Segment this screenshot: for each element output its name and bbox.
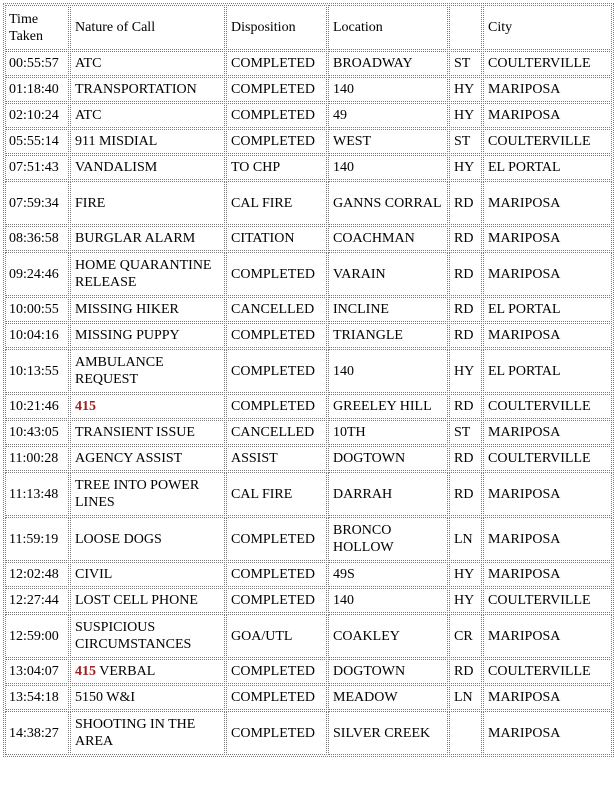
- time-taken-cell: 10:04:16: [5, 323, 69, 348]
- location-cell: 49: [328, 103, 448, 128]
- header-city: City: [483, 5, 612, 50]
- street-type-cell: RD: [449, 394, 482, 419]
- time-taken-cell: 10:43:05: [5, 420, 69, 445]
- street-type-cell: ST: [449, 420, 482, 445]
- time-taken-cell: 11:13:48: [5, 472, 69, 516]
- location-cell: SILVER CREEK: [328, 711, 448, 755]
- street-type-cell: HY: [449, 155, 482, 180]
- location-cell: 140: [328, 349, 448, 393]
- nature-of-call-cell: TRANSPORTATION: [70, 77, 225, 102]
- time-taken-cell: 10:21:46: [5, 394, 69, 419]
- street-type-cell: RD: [449, 472, 482, 516]
- city-cell: MARIPOSA: [483, 77, 612, 102]
- table-row: [5, 77, 612, 102]
- street-type-cell: CR: [449, 614, 482, 658]
- disposition-cell: COMPLETED: [226, 685, 327, 710]
- disposition-cell: CANCELLED: [226, 297, 327, 322]
- disposition-cell: CAL FIRE: [226, 472, 327, 516]
- nature-of-call-cell: 415 VERBAL: [70, 659, 225, 684]
- time-taken-cell: 07:59:34: [5, 181, 69, 225]
- time-taken-cell: 07:51:43: [5, 155, 69, 180]
- table-row: [5, 394, 612, 419]
- table-row: [5, 711, 612, 755]
- time-taken-cell: 02:10:24: [5, 103, 69, 128]
- disposition-cell: COMPLETED: [226, 129, 327, 154]
- disposition-cell: COMPLETED: [226, 711, 327, 755]
- street-type-cell: RD: [449, 252, 482, 296]
- location-cell: DOGTOWN: [328, 659, 448, 684]
- time-taken-cell: 14:38:27: [5, 711, 69, 755]
- table-row: [5, 252, 612, 296]
- time-taken-cell: 05:55:14: [5, 129, 69, 154]
- street-type-cell: LN: [449, 517, 482, 561]
- table-row: [5, 588, 612, 613]
- location-cell: 140: [328, 155, 448, 180]
- location-cell: GREELEY HILL: [328, 394, 448, 419]
- city-cell: MARIPOSA: [483, 420, 612, 445]
- city-cell: MARIPOSA: [483, 472, 612, 516]
- nature-of-call-cell: HOME QUARANTINE RELEASE: [70, 252, 225, 296]
- disposition-cell: CANCELLED: [226, 420, 327, 445]
- city-cell: MARIPOSA: [483, 562, 612, 587]
- nature-of-call-cell: 911 MISDIAL: [70, 129, 225, 154]
- disposition-cell: COMPLETED: [226, 562, 327, 587]
- table-row: [5, 349, 612, 393]
- street-type-cell: RD: [449, 446, 482, 471]
- call-code-highlight: 415: [75, 664, 96, 679]
- city-cell: COULTERVILLE: [483, 588, 612, 613]
- city-cell: MARIPOSA: [483, 226, 612, 251]
- street-type-cell: HY: [449, 103, 482, 128]
- location-cell: DOGTOWN: [328, 446, 448, 471]
- disposition-cell: ASSIST: [226, 446, 327, 471]
- nature-of-call-cell: AMBULANCE REQUEST: [70, 349, 225, 393]
- disposition-cell: COMPLETED: [226, 77, 327, 102]
- time-taken-cell: 10:13:55: [5, 349, 69, 393]
- city-cell: COULTERVILLE: [483, 51, 612, 76]
- city-cell: MARIPOSA: [483, 614, 612, 658]
- city-cell: EL PORTAL: [483, 155, 612, 180]
- street-type-cell: HY: [449, 588, 482, 613]
- table-row: [5, 614, 612, 658]
- table-row: [5, 323, 612, 348]
- street-type-cell: RD: [449, 181, 482, 225]
- location-cell: 49S: [328, 562, 448, 587]
- disposition-cell: COMPLETED: [226, 659, 327, 684]
- street-type-cell: HY: [449, 77, 482, 102]
- location-cell: BROADWAY: [328, 51, 448, 76]
- city-cell: MARIPOSA: [483, 711, 612, 755]
- time-taken-cell: 01:18:40: [5, 77, 69, 102]
- nature-of-call-cell: AGENCY ASSIST: [70, 446, 225, 471]
- city-cell: COULTERVILLE: [483, 446, 612, 471]
- location-cell: 140: [328, 77, 448, 102]
- disposition-cell: COMPLETED: [226, 394, 327, 419]
- time-taken-cell: 13:54:18: [5, 685, 69, 710]
- call-log-table: [3, 3, 614, 757]
- nature-of-call-cell: [70, 394, 225, 419]
- city-cell: COULTERVILLE: [483, 394, 612, 419]
- street-type-cell: HY: [449, 349, 482, 393]
- location-cell: GANNS CORRAL: [328, 181, 448, 225]
- nature-of-call-cell: MISSING HIKER: [70, 297, 225, 322]
- city-cell: EL PORTAL: [483, 297, 612, 322]
- time-taken-cell: 12:02:48: [5, 562, 69, 587]
- nature-of-call-cell: ATC: [70, 51, 225, 76]
- table-row: [5, 685, 612, 710]
- time-taken-cell: 13:04:07: [5, 659, 69, 684]
- location-cell: 140: [328, 588, 448, 613]
- disposition-cell: TO CHP: [226, 155, 327, 180]
- table-row: [5, 659, 612, 684]
- nature-of-call-cell: ATC: [70, 103, 225, 128]
- call-code-highlight: 415: [75, 399, 96, 414]
- disposition-cell: COMPLETED: [226, 323, 327, 348]
- city-cell: COULTERVILLE: [483, 129, 612, 154]
- location-cell: WEST: [328, 129, 448, 154]
- nature-of-call-cell: BURGLAR ALARM: [70, 226, 225, 251]
- disposition-cell: COMPLETED: [226, 103, 327, 128]
- table-row: [5, 420, 612, 445]
- table-row: [5, 446, 612, 471]
- nature-of-call-cell: LOST CELL PHONE: [70, 588, 225, 613]
- nature-of-call-cell: SHOOTING IN THE AREA: [70, 711, 225, 755]
- city-cell: MARIPOSA: [483, 323, 612, 348]
- table-row: [5, 517, 612, 561]
- nature-of-call-cell: CIVIL: [70, 562, 225, 587]
- nature-of-call-cell: MISSING PUPPY: [70, 323, 225, 348]
- street-type-cell: RD: [449, 226, 482, 251]
- table-row: [5, 562, 612, 587]
- header-row: [5, 5, 612, 50]
- street-type-cell: HY: [449, 562, 482, 587]
- header-time-taken: Time Taken: [5, 5, 69, 50]
- time-taken-cell: 00:55:57: [5, 51, 69, 76]
- time-taken-cell: 12:59:00: [5, 614, 69, 658]
- disposition-cell: CAL FIRE: [226, 181, 327, 225]
- nature-of-call-cell: TRANSIENT ISSUE: [70, 420, 225, 445]
- location-cell: 10TH: [328, 420, 448, 445]
- time-taken-cell: 09:24:46: [5, 252, 69, 296]
- location-cell: TRIANGLE: [328, 323, 448, 348]
- city-cell: MARIPOSA: [483, 685, 612, 710]
- time-taken-cell: 08:36:58: [5, 226, 69, 251]
- street-type-cell: RD: [449, 297, 482, 322]
- table-row: [5, 181, 612, 225]
- nature-of-call-cell: TREE INTO POWER LINES: [70, 472, 225, 516]
- table-row: [5, 226, 612, 251]
- nature-of-call-cell: SUSPICIOUS CIRCUMSTANCES: [70, 614, 225, 658]
- street-type-cell: [449, 711, 482, 755]
- nature-of-call-cell: FIRE: [70, 181, 225, 225]
- street-type-cell: ST: [449, 129, 482, 154]
- header-location: Location: [328, 5, 448, 50]
- time-taken-cell: 12:27:44: [5, 588, 69, 613]
- disposition-cell: CITATION: [226, 226, 327, 251]
- street-type-cell: RD: [449, 659, 482, 684]
- disposition-cell: COMPLETED: [226, 588, 327, 613]
- header-nature-of-call: Nature of Call: [70, 5, 225, 50]
- location-cell: COAKLEY: [328, 614, 448, 658]
- table-row: [5, 103, 612, 128]
- time-taken-cell: 10:00:55: [5, 297, 69, 322]
- city-cell: MARIPOSA: [483, 252, 612, 296]
- nature-of-call-cell: 5150 W&I: [70, 685, 225, 710]
- location-cell: MEADOW: [328, 685, 448, 710]
- street-type-cell: ST: [449, 51, 482, 76]
- header-street-type: [449, 5, 482, 50]
- table-row: [5, 129, 612, 154]
- table-row: [5, 297, 612, 322]
- location-cell: COACHMAN: [328, 226, 448, 251]
- disposition-cell: GOA/UTL: [226, 614, 327, 658]
- call-log-body: [5, 5, 612, 755]
- disposition-cell: COMPLETED: [226, 252, 327, 296]
- table-row: [5, 472, 612, 516]
- disposition-cell: COMPLETED: [226, 51, 327, 76]
- header-disposition: Disposition: [226, 5, 327, 50]
- nature-of-call-cell: VANDALISM: [70, 155, 225, 180]
- city-cell: MARIPOSA: [483, 517, 612, 561]
- city-cell: EL PORTAL: [483, 349, 612, 393]
- location-cell: BRONCO HOLLOW: [328, 517, 448, 561]
- nature-of-call-cell: LOOSE DOGS: [70, 517, 225, 561]
- city-cell: MARIPOSA: [483, 181, 612, 225]
- table-row: [5, 51, 612, 76]
- street-type-cell: RD: [449, 323, 482, 348]
- table-row: [5, 155, 612, 180]
- location-cell: DARRAH: [328, 472, 448, 516]
- location-cell: INCLINE: [328, 297, 448, 322]
- street-type-cell: LN: [449, 685, 482, 710]
- location-cell: VARAIN: [328, 252, 448, 296]
- city-cell: COULTERVILLE: [483, 659, 612, 684]
- city-cell: MARIPOSA: [483, 103, 612, 128]
- time-taken-cell: 11:00:28: [5, 446, 69, 471]
- time-taken-cell: 11:59:19: [5, 517, 69, 561]
- disposition-cell: COMPLETED: [226, 517, 327, 561]
- disposition-cell: COMPLETED: [226, 349, 327, 393]
